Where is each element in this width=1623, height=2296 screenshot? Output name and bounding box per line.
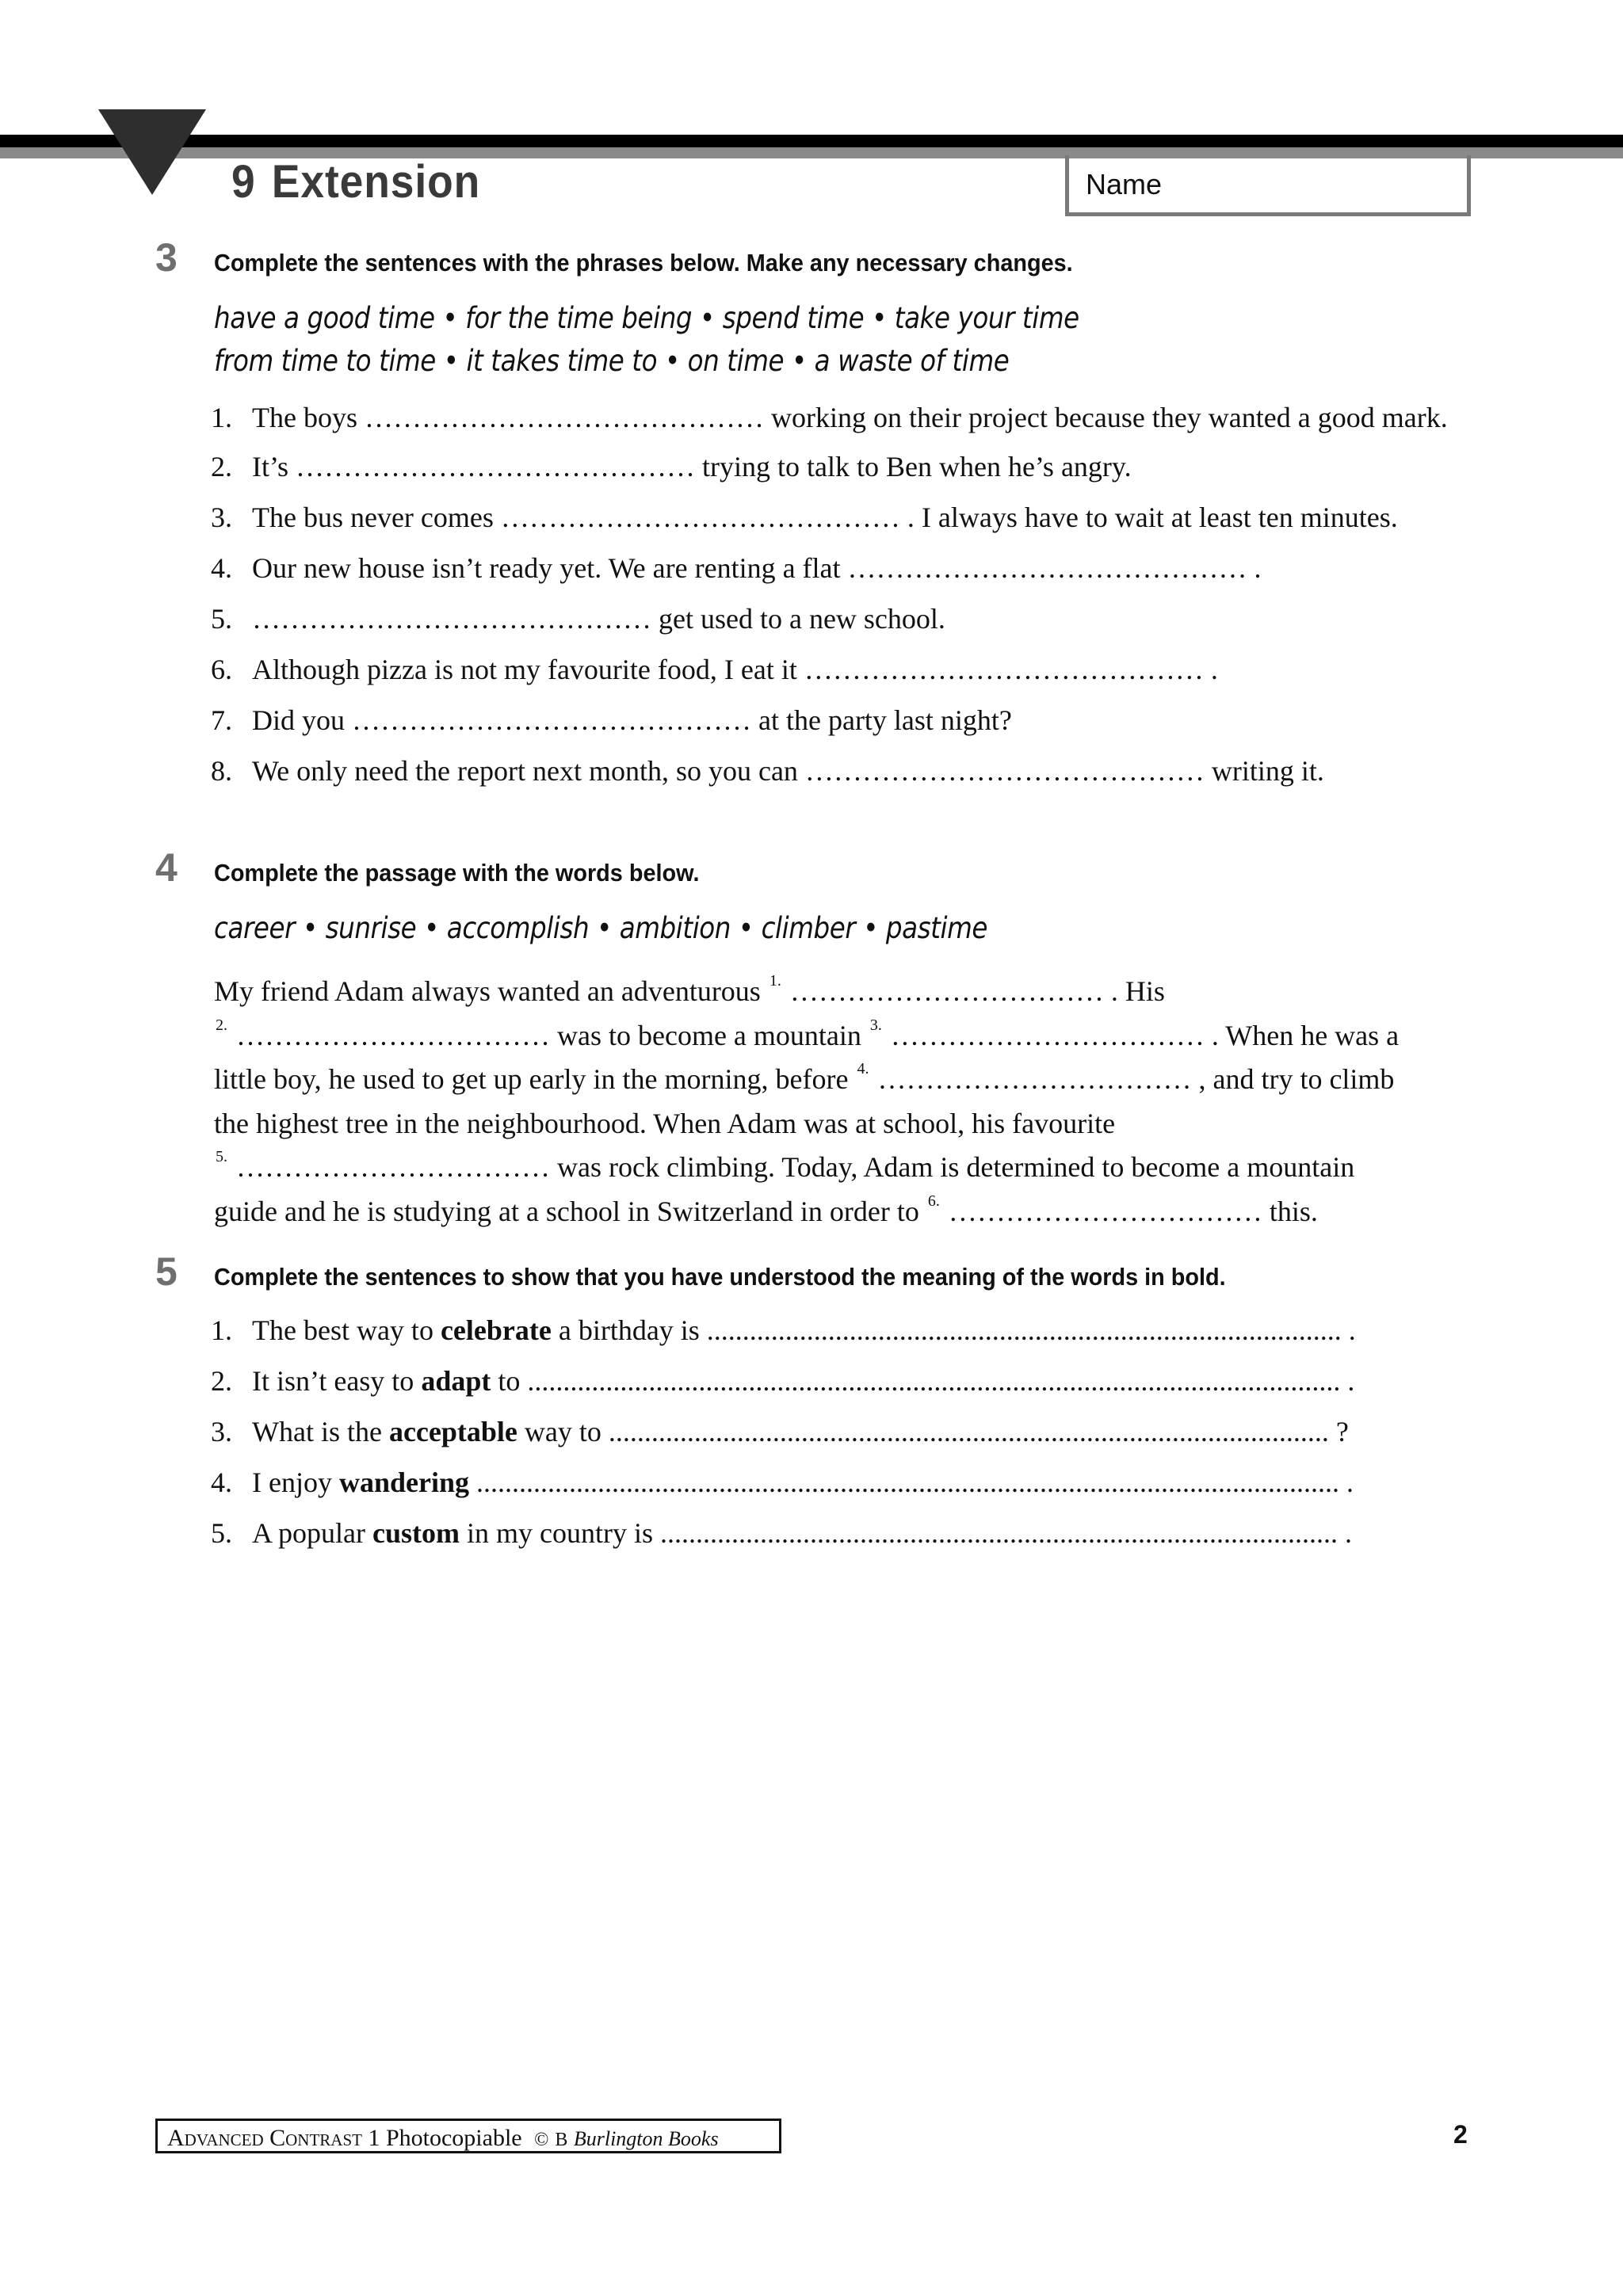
list-item: 3. The bus never comes …………………………………… . I always have to wait at least ten minutes. — [211, 502, 1398, 533]
exercise-3-list — [211, 401, 1463, 788]
list-item: 5. A popular custom in my country is ............................................................................................... . — [211, 1517, 1352, 1549]
exercise-3-number: 3 — [155, 235, 178, 280]
exercise-3-phrases-line-1: have a good time • for the time being • spend time • take your time — [214, 301, 1079, 335]
gap-number: 3. — [869, 1016, 882, 1034]
exercise-4-number: 4 — [155, 845, 178, 890]
item-text: It’s …………………………………… trying to talk to Ben when he’s angry. — [252, 451, 1132, 482]
item-text: We only need the report next month, so you can …………………………………… writing it. — [252, 755, 1324, 787]
series-title: Advanced Contrast 1 — [167, 2125, 380, 2151]
passage-line-6: guide and he is studying at a school in Switzerland in order to $^{6.}$ …………………………… this. — [214, 1192, 1318, 1227]
list-item: 1. The best way to celebrate a birthday is ......................................................................................... . — [211, 1314, 1356, 1346]
bold-word: celebrate — [440, 1314, 552, 1346]
bold-word: wandering — [338, 1466, 469, 1498]
list-item: 1. The boys …………………………………… working on their project because they wanted a good mark. — [211, 402, 1448, 433]
publisher-name: Burlington Books — [573, 2127, 719, 2150]
exercise-5-number: 5 — [155, 1249, 178, 1294]
passage-line-5: $^{5.}$ …………………………… was rock climbing. Today, Adam is determined to become a mountain — [216, 1148, 1355, 1183]
gap-number: 2. — [216, 1016, 227, 1034]
item-text: Our new house isn’t ready yet. We are renting a flat …………………………………… . — [252, 552, 1262, 584]
unit-title-text: Extension — [271, 156, 481, 208]
passage-line-4: the highest tree in the neighbourhood. When Adam was at school, his favourite — [214, 1107, 1116, 1139]
unit-number: 9 — [231, 156, 256, 208]
list-item: 2. It isn’t easy to adapt to .................................................................................................................. . — [211, 1365, 1355, 1397]
gap-number: 4. — [857, 1060, 869, 1077]
gap-number: 6. — [927, 1192, 940, 1210]
exercise-3-instruction: Complete the sentences with the phrases below. Make any necessary changes. — [214, 249, 1073, 277]
bold-word: acceptable — [388, 1416, 517, 1447]
passage-line-2: $^{2.}$ …………………………… was to become a mountain $^{3.}$ …………………………… . When he was a — [216, 1016, 1400, 1051]
exercise-5-list — [211, 1314, 1463, 1550]
passage-line-1: My friend Adam always wanted an adventurous $^{1.}$ …………………………… . His — [214, 972, 1165, 1007]
list-item: 4. I enjoy wandering ......................................................................................................................... . — [211, 1466, 1354, 1498]
item-text: Did you …………………………………… at the party last night? — [252, 704, 1012, 736]
list-item: 6. Although pizza is not my favourite food, I eat it …………………………………… . — [211, 654, 1218, 685]
list-item: 4. Our new house isn’t ready yet. We are renting a flat …………………………………… . — [211, 552, 1262, 584]
passage-line-3: little boy, he used to get up early in the morning, before $^{4.}$ …………………………… , and try to climb — [214, 1060, 1395, 1095]
header-triangle-icon — [98, 109, 206, 195]
item-text: The boys …………………………………… working on their project because they wanted a good mark. — [252, 402, 1448, 433]
photocopiable-label: Photocopiable — [385, 2125, 522, 2151]
exercise-4-passage — [214, 970, 1466, 1234]
unit-title — [231, 155, 480, 208]
name-label: Name — [1086, 168, 1163, 200]
page-number: 2 — [1453, 2120, 1468, 2149]
footer-credit — [155, 2119, 781, 2153]
exercise-4-words: career • sunrise • accomplish • ambition • climber • pastime — [214, 911, 987, 945]
exercise-3-phrases-line-2: from time to time • it takes time to • on time • a waste of time — [214, 344, 1010, 378]
bold-word: custom — [372, 1517, 460, 1549]
exercise-4-instruction: Complete the passage with the words below. — [214, 859, 700, 887]
item-text: Although pizza is not my favourite food, I eat it …………………………………… . — [252, 654, 1218, 685]
publisher-logo-icon: B — [555, 2130, 568, 2150]
exercise-5-instruction: Complete the sentences to show that you have understood the meaning of the words in bold. — [214, 1263, 1226, 1291]
list-item: 8. We only need the report next month, so you can …………………………………… writing it. — [211, 755, 1324, 787]
list-item: 2. It’s …………………………………… trying to talk to Ben when he’s angry. — [211, 451, 1132, 482]
list-item: 3. What is the acceptable way to ..................................................................................................... ? — [211, 1416, 1349, 1447]
header-bar-dark — [0, 135, 1623, 147]
list-item: 5. …………………………………… get used to a new school. — [211, 603, 945, 635]
copyright-icon: © — [534, 2130, 549, 2150]
item-text: The bus never comes …………………………………… . I always have to wait at least ten minutes. — [252, 502, 1398, 533]
list-item: 7. Did you …………………………………… at the party last night? — [211, 704, 1012, 736]
item-text: …………………………………… get used to a new school. — [252, 603, 945, 635]
gap-number: 5. — [216, 1148, 227, 1165]
gap-number: 1. — [769, 972, 781, 990]
bold-word: adapt — [421, 1365, 491, 1397]
